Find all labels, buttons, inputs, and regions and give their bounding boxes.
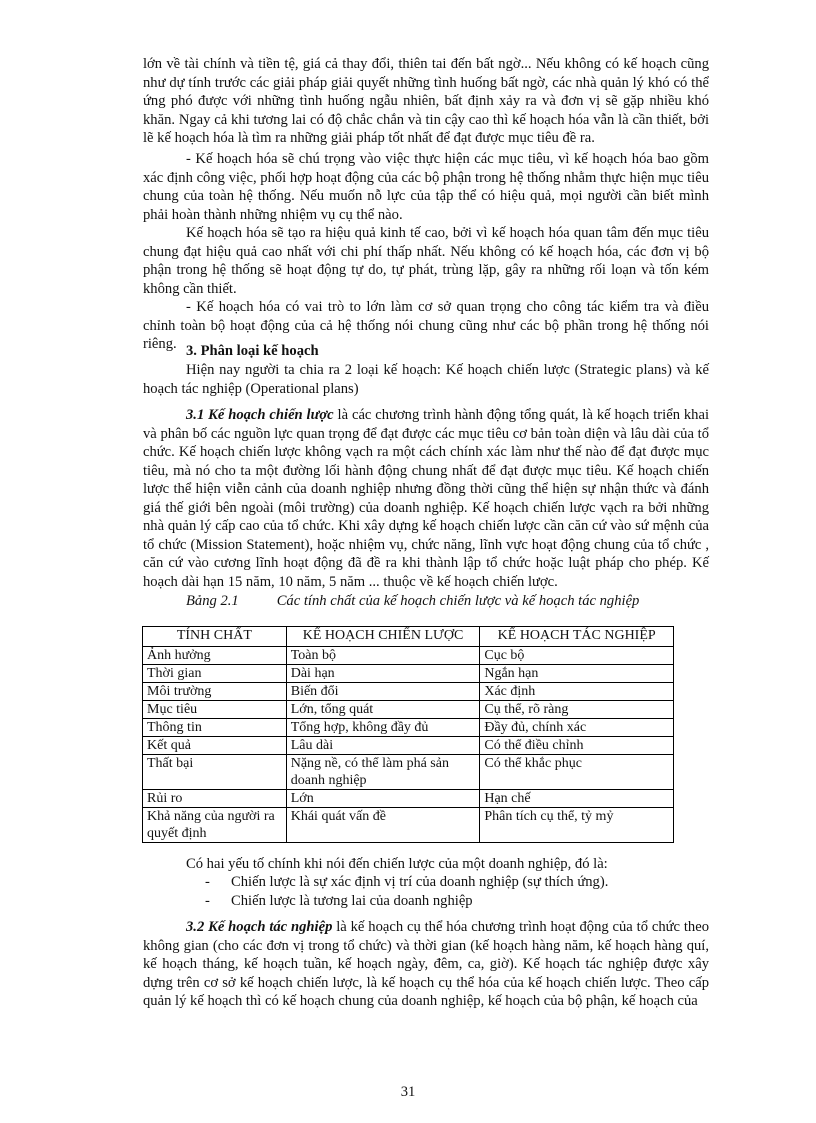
list-item-text: Chiến lược là sự xác định vị trí của doanh nghiệp (sự thích ứng).: [231, 874, 609, 890]
table-cell: Ngắn hạn: [480, 665, 674, 683]
table-row: [143, 683, 674, 701]
table-row: [143, 737, 674, 755]
list-item-text: Chiến lược là tương lai của doanh nghiệp: [231, 893, 473, 909]
table-cell: Có thể khắc phục: [480, 755, 674, 790]
table-cell: Khả năng của người ra quyết định: [143, 808, 287, 843]
paragraph-focus-objectives: - Kế hoạch hóa sẽ chú trọng vào việc thực hiện các mục tiêu, vì kế hoạch hóa bao gồm xác định công việc, phối hợp hoạt động của các bộ phận trong hệ thống nhằm thực hiện mục tiêu chung của toàn hệ thống. Nếu muốn nỗ lực của tập thể có hiệu quả, mọi người cần biết mình phải hoàn thành những nhiệm vụ cụ thể nào.: [143, 151, 709, 223]
paragraph-two-factors: Có hai yếu tố chính khi nói đến chiến lược của một doanh nghiệp, đó là:: [186, 856, 608, 872]
table-cell: Kết quả: [143, 737, 287, 755]
table-cell: Biến đổi: [286, 683, 480, 701]
table-cell: Phân tích cụ thể, tỷ mỷ: [480, 808, 674, 843]
header-property: TÍNH CHẤT: [143, 627, 287, 647]
strategic-plan-term: 3.1 Kế hoạch chiến lược: [186, 407, 334, 423]
paragraph-plan-types: Hiện nay người ta chia ra 2 loại kế hoạch: Kế hoạch chiến lược (Strategic plans) và kế hoạch tác nghiệp (Operational plans): [143, 362, 709, 397]
paragraph-strategic-plan: [143, 406, 709, 591]
table-cell: Nặng nề, có thể làm phá sản doanh nghiệp: [286, 755, 480, 790]
table-cell: Có thể điều chỉnh: [480, 737, 674, 755]
table-cell: Lớn: [286, 790, 480, 808]
table-caption-label: Bảng 2.1: [186, 593, 239, 609]
operational-plan-term: 3.2 Kế hoạch tác nghiệp: [186, 919, 333, 935]
operational-plan-body: là kế hoạch cụ thể hóa chương trình hoạt động của tổ chức theo không gian (cho các đơn vị trong tổ chức) và thời gian (kế hoạch hàng năm, kế hoạch hàng quí, kế hoạch tháng, kế hoạch tuần, kế hoạch ngày, đêm, ca, giờ). Kế hoạch tác nghiệp được xây dựng trên cơ sở kế hoạch chiến lược, là kế hoạch cụ thể hóa của kế hoạch chiến lược. Theo cấp quản lý kế hoạch thì có kế hoạch chung của doanh nghiệp, kế hoạch của bộ phận, kế hoạch của: [143, 919, 709, 1009]
table-row: [143, 647, 674, 665]
table-row: [143, 719, 674, 737]
table-cell: Dài hạn: [286, 665, 480, 683]
bullet-dash: -: [205, 893, 210, 909]
table-caption-title: Các tính chất của kế hoạch chiến lược và kế hoạch tác nghiệp: [276, 593, 640, 609]
table-row: [143, 701, 674, 719]
page-number: 31: [400, 1084, 416, 1100]
paragraph-control-basis: - Kế hoạch hóa có vai trò to lớn làm cơ sở quan trọng cho công tác kiểm tra và điều chỉnh toàn bộ hoạt động của cả hệ thống nói chung cũng như các bộ phần trong hệ thống nói riêng.: [143, 299, 709, 352]
paragraph-economic-efficiency: Kế hoạch hóa sẽ tạo ra hiệu quả kinh tế cao, bởi vì kế hoạch hóa quan tâm đến mục tiêu chung đạt hiệu quả cao nhất với chi phí thấp nhất. Nếu không có kế hoạch hóa, các đơn vị bộ phận trong hệ thống sẽ hoạt động tự do, tự phát, trùng lặp, gây ra những rối loạn và tốn kém không cần thiết.: [143, 225, 709, 297]
table-cell: Hạn chế: [480, 790, 674, 808]
section-heading: 3. Phân loại kế hoạch: [186, 343, 319, 359]
table-cell: Rủi ro: [143, 790, 287, 808]
table-row: [143, 755, 674, 790]
table-cell: Thời gian: [143, 665, 287, 683]
table-cell: Thông tin: [143, 719, 287, 737]
table-cell: Xác định: [480, 683, 674, 701]
list-item: [205, 892, 473, 911]
table-cell: Lâu dài: [286, 737, 480, 755]
comparison-table: [142, 626, 674, 843]
paragraph-operational-plan: [143, 918, 709, 1011]
table-cell: Thất bại: [143, 755, 287, 790]
table-cell: Mục tiêu: [143, 701, 287, 719]
table-cell: Cụ thể, rõ ràng: [480, 701, 674, 719]
paragraph-risk-planning: lớn về tài chính và tiền tệ, giá cả thay đổi, thiên tai đến bất ngờ... Nếu không có kế hoạch cũng như dự tính trước các giải pháp giải quyết những tình huống bất ngờ, các nhà quản lý khó có thể ứng phó được với những tình huống ngẫu nhiên, bất định xảy ra và đơn vị sẽ gặp nhiều khó khăn. Ngay cả khi tương lai có độ chắc chắn và tin cậy cao thì kế hoạch hóa vẫn là cần thiết, bởi lẽ kế hoạch hóa là tìm ra những giải pháp tốt nhất để đạt được mục tiêu đề ra.: [143, 56, 709, 146]
table-cell: Khái quát vấn đề: [286, 808, 480, 843]
table-cell: Đầy đủ, chính xác: [480, 719, 674, 737]
bullet-dash: -: [205, 874, 210, 890]
table-caption: [186, 592, 639, 611]
table-cell: Cục bộ: [480, 647, 674, 665]
table-header-row: [143, 627, 674, 647]
table-cell: Tổng hợp, không đầy đủ: [286, 719, 480, 737]
table-row: [143, 665, 674, 683]
list-item: [205, 873, 608, 892]
table-row: [143, 790, 674, 808]
table-cell: Toàn bộ: [286, 647, 480, 665]
table-cell: Môi trường: [143, 683, 287, 701]
table-cell: Lớn, tổng quát: [286, 701, 480, 719]
header-strategic: KẾ HOẠCH CHIẾN LƯỢC: [286, 627, 480, 647]
strategic-plan-body: là các chương trình hành động tổng quát, là kế hoạch triển khai và phân bố các nguồn lực quan trọng để đạt được các mục tiêu cơ bản toàn diện và lâu dài của tổ chức. Kế hoạch chiến lược không vạch ra một cách chính xác làm như thế nào để đạt được mục tiêu, mà nó cho ta một đường lối hành động chung nhất để đạt được mục tiêu. Kế hoạch chiến lược thể hiện viễn cảnh của doanh nghiệp nhưng đồng thời cũng thể hiện sự nhận thức và đánh giá thế giới bên ngoài (môi trường) của doanh nghiệp. Kế hoạch chiến lược vạch ra bởi những nhà quản lý cấp cao của tổ chức. Khi xây dựng kế hoạch chiến lược cần căn cứ vào sứ mệnh của tổ chức (Mission Statement), hoặc nhiệm vụ, chức năng, lĩnh vực hoạt động chung của tổ chức , căn cứ vào cương lĩnh hoạt động đã đề ra khi thành lập tổ chức hoặc luật pháp cho phép. Kế hoạch dài hạn 15 năm, 10 năm, 5 năm ... thuộc về kế hoạch chiến lược.: [143, 407, 709, 590]
table-cell: Ảnh hưởng: [143, 647, 287, 665]
header-operational: KẾ HOẠCH TÁC NGHIỆP: [480, 627, 674, 647]
table-row: [143, 808, 674, 843]
